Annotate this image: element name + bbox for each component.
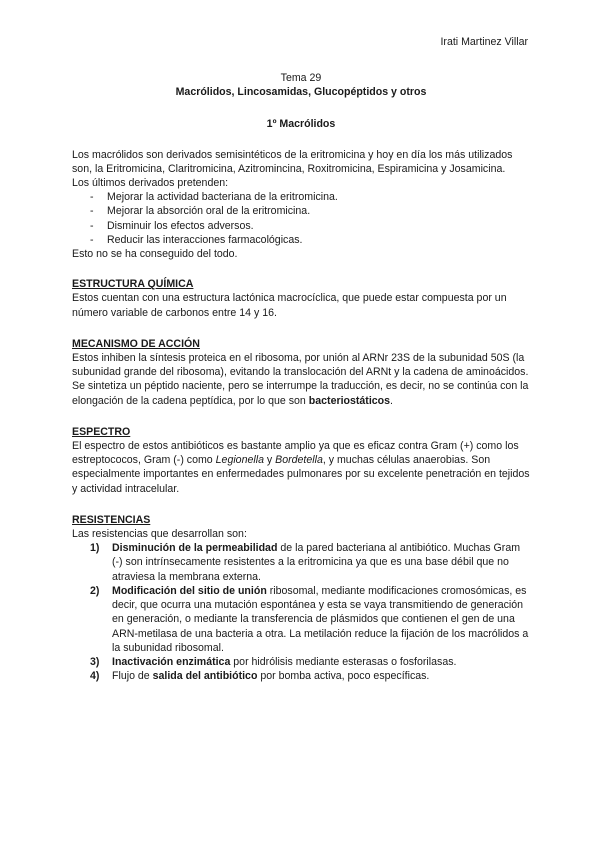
espectro-italic-legionella: Legionella: [215, 454, 264, 467]
item-bold: salida del antibiótico: [152, 670, 258, 683]
resistencias-intro: Las resistencias que desarrollan son:: [72, 528, 247, 541]
document-title: Macrólidos, Lincosamidas, Glucopéptidos y otros: [175, 86, 427, 99]
list-item: [90, 655, 530, 669]
list-item: - Mejorar la actividad bacteriana de la eritromicina.: [90, 190, 530, 204]
document-content: [72, 71, 530, 683]
mecanismo-paragraph: [72, 351, 530, 408]
derivados-outro: Esto no se ha conseguido del todo.: [72, 248, 238, 261]
resistencias-list: [72, 541, 530, 683]
heading-estructura: ESTRUCTURA QUÍMICA: [72, 278, 194, 291]
espectro-text-1: El espectro de estos antibióticos es bastante amplio ya que es eficaz contra Gram (+) como los estreptococos, Gram (-) como: [72, 440, 519, 467]
list-item: [90, 541, 530, 584]
list-number: 4): [90, 670, 100, 683]
intro-paragraph: Los macrólidos son derivados semisintéticos de la eritromicina y hoy en día los más utilizados son, la Eritromicina, Claritromicina, Azitromincina, Roxitromicina, Espiramicina y Josamicina.: [72, 148, 513, 175]
espectro-paragraph: [72, 439, 530, 496]
list-item: [90, 669, 530, 683]
item-bold: Disminución de la permeabilidad: [112, 542, 278, 555]
topic-number: Tema 29: [280, 72, 322, 84]
item-text: por hidrólisis mediante esterasas o fosforilasas.: [230, 655, 457, 668]
item-text: ribosomal, mediante modificaciones cromosómicas, es decir, que ocurra una mutación espontánea y esta se vaya transmitiendo de generación en generación, o mediante la transferencia de plásmidos que contienen el gen de una ARN-metilasa de una bacteria a otra. La metilación reduce la fijación de los macrólidos a la subunidad ribosomal.: [112, 584, 529, 654]
item-bold: Inactivación enzimática: [112, 655, 231, 668]
heading-mecanismo: MECANISMO DE ACCIÓN: [72, 337, 200, 350]
mecanismo-end: .: [390, 394, 393, 407]
item-text: de la pared bacteriana al antibiótico. Muchas Gram (-) son intrínsecamente resistentes a la eritromicina ya que es una base débil que no atraviesa la membrana externa.: [112, 542, 521, 583]
derivados-list: [72, 190, 530, 247]
list-number: 3): [90, 655, 100, 668]
espectro-mid: y: [263, 454, 276, 467]
item-pre: Flujo de: [112, 670, 153, 683]
list-item: - Reducir las interacciones farmacológicas.: [90, 233, 530, 247]
list-number: 1): [90, 542, 100, 555]
title-block: [72, 71, 530, 99]
heading-resistencias: RESISTENCIAS: [72, 513, 151, 526]
section-title-macrolidos: 1º Macrólidos: [266, 118, 336, 131]
list-item: [90, 584, 530, 655]
list-item: - Mejorar la absorción oral de la eritromicina.: [90, 204, 530, 218]
heading-espectro: ESPECTRO: [72, 425, 131, 438]
derivados-intro: Los últimos derivados pretenden:: [72, 177, 229, 190]
espectro-italic-bordetella: Bordetella: [275, 454, 323, 467]
espectro-text-2: , y muchas células anaerobias. Son especialmente importantes en enfermedades pulmonares por su excelente penetración en tejidos y actividad intracelular.: [72, 454, 530, 495]
list-item: - Disminuir los efectos adversos.: [90, 219, 530, 233]
author-name: Irati Martinez Villar: [440, 36, 528, 48]
item-bold: Modificación del sitio de unión: [112, 584, 267, 597]
item-text: por bomba activa, poco específicas.: [257, 670, 430, 683]
list-number: 2): [90, 584, 100, 597]
estructura-paragraph: Estos cuentan con una estructura lactónica macrocíclica, que puede estar compuesta por un número variable de carbonos entre 14 y 16.: [72, 292, 507, 319]
mecanismo-bold: bacteriostáticos: [308, 394, 391, 407]
mecanismo-text: Estos inhiben la síntesis proteica en el ribosoma, por unión al ARNr 23S de la subunidad 50S (la subunidad grande del ribosoma), evitando la translocación del ARNt y la cadena de aminoácidos. Se sintetiza un péptido naciente, pero se interrumpe la traducción, es decir, no se continúa con la elongación de la cadena peptídica, por lo que son: [72, 352, 529, 407]
